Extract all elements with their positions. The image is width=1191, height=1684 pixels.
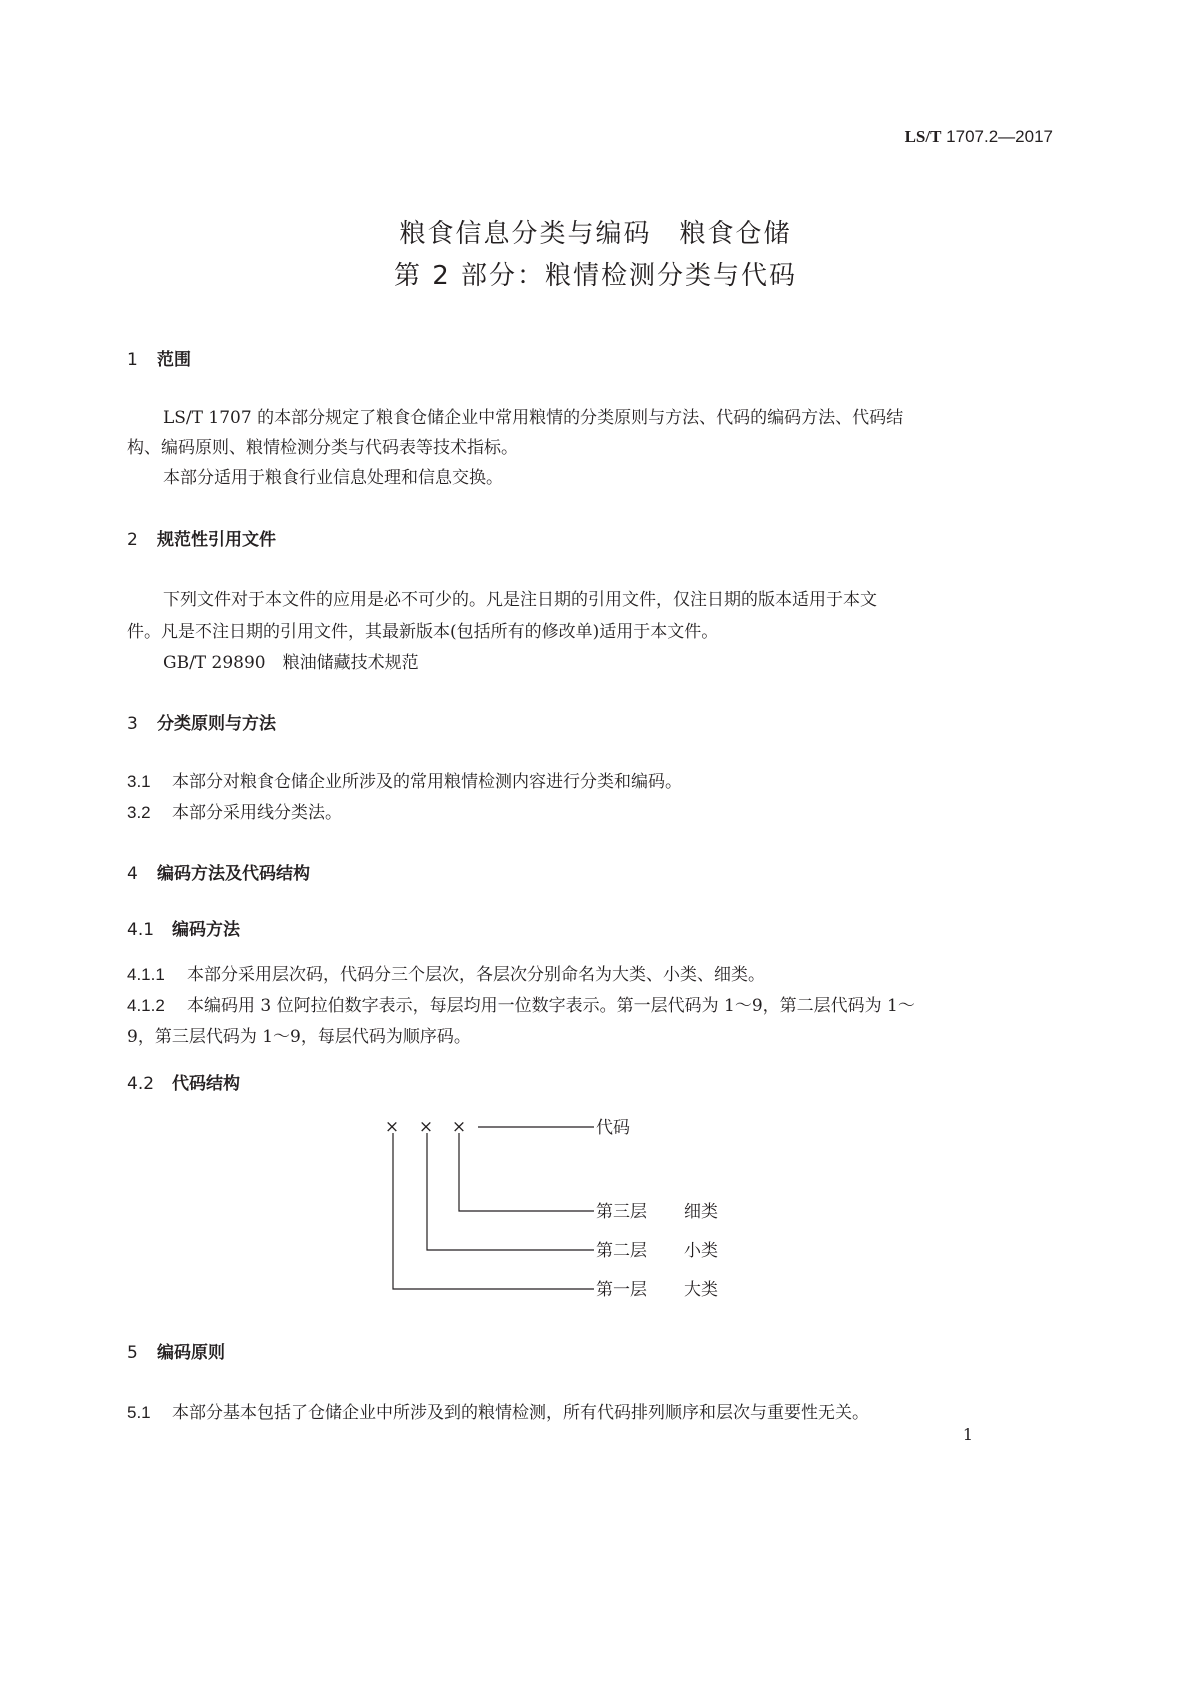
section-number: 3 — [127, 714, 138, 734]
s2-reference: GB/T 29890 粮油储藏技术规范 — [163, 653, 419, 673]
section-title: 范围 — [157, 350, 191, 370]
s1-paragraph2: 本部分适用于粮食行业信息处理和信息交换。 — [163, 468, 503, 488]
level1-label: 第一层 — [596, 1280, 647, 1300]
clause-text: 本部分采用线分类法。 — [172, 803, 342, 823]
standard-prefix: LS/T — [904, 127, 942, 146]
s2-paragraph1-line1: 下列文件对于本文件的应用是必不可少的。凡是注日期的引用文件，仅注日期的版本适用于本文 — [163, 590, 877, 610]
clause-text: 本部分对粮食仓储企业所涉及的常用粮情检测内容进行分类和编码。 — [172, 772, 682, 792]
section-number: 5 — [127, 1343, 138, 1363]
s1-paragraph1-line2: 构、编码原则、粮情检测分类与代码表等技术指标。 — [127, 438, 518, 458]
section-title: 分类原则与方法 — [157, 714, 276, 734]
clause-4-1-2-line2: 9，第三层代码为 1～9，每层代码为顺序码。 — [127, 1027, 471, 1047]
standard-code: 1707.2—2017 — [946, 127, 1053, 146]
level3-label: 第三层 — [596, 1202, 647, 1222]
digit-mark-3: × — [451, 1117, 467, 1137]
section-title: 编码原则 — [157, 1343, 225, 1363]
document-title-line2: 第 2 部分：粮情检测分类与代码 — [393, 261, 798, 291]
digit-mark-2: × — [418, 1117, 434, 1137]
level1-name: 大类 — [684, 1280, 718, 1300]
clause-number: 5.1 — [127, 1403, 151, 1422]
section-title: 规范性引用文件 — [157, 530, 276, 550]
clause-text: 本编码用 3 位阿拉伯数字表示，每层均用一位数字表示。第一层代码为 1～9，第二层代码为 1～ — [187, 996, 915, 1016]
clause-number: 4.1.1 — [127, 965, 165, 984]
clause-number: 4.1.2 — [127, 996, 165, 1015]
subsection-title: 编码方法 — [172, 920, 240, 940]
subsection-title: 代码结构 — [172, 1074, 240, 1094]
page-number: 1 — [962, 1425, 973, 1444]
level2-connector — [427, 1133, 594, 1250]
clause-5-1 — [127, 1398, 869, 1423]
code-label: 代码 — [596, 1118, 630, 1138]
clause-number: 3.2 — [127, 803, 151, 822]
section-title: 编码方法及代码结构 — [157, 864, 310, 884]
subsection-number: 4.1 — [127, 920, 155, 940]
section-5-heading — [127, 1338, 225, 1363]
s1-paragraph1-line1: LS/T 1707 的本部分规定了粮食仓储企业中常用粮情的分类原则与方法、代码的编码方法、代码结 — [163, 408, 904, 428]
document-title-line1: 粮食信息分类与编码 粮食仓储 — [399, 219, 792, 249]
section-number: 4 — [127, 864, 138, 884]
subsection-number: 4.2 — [127, 1074, 155, 1094]
clause-text: 本部分采用层次码，代码分三个层次，各层次分别命名为大类、小类、细类。 — [187, 965, 765, 985]
s2-paragraph1-line2: 件。凡是不注日期的引用文件，其最新版本(包括所有的修改单)适用于本文件。 — [127, 622, 719, 642]
level2-label: 第二层 — [596, 1241, 647, 1261]
clause-number: 3.1 — [127, 772, 151, 791]
clause-text: 本部分基本包括了仓储企业中所涉及到的粮情检测，所有代码排列顺序和层次与重要性无关。 — [172, 1403, 869, 1423]
digit-mark-1: × — [384, 1117, 400, 1137]
level2-name: 小类 — [684, 1241, 718, 1261]
level3-connector — [459, 1133, 594, 1211]
level3-name: 细类 — [684, 1202, 718, 1222]
section-number: 2 — [127, 530, 138, 550]
section-number: 1 — [127, 350, 138, 370]
